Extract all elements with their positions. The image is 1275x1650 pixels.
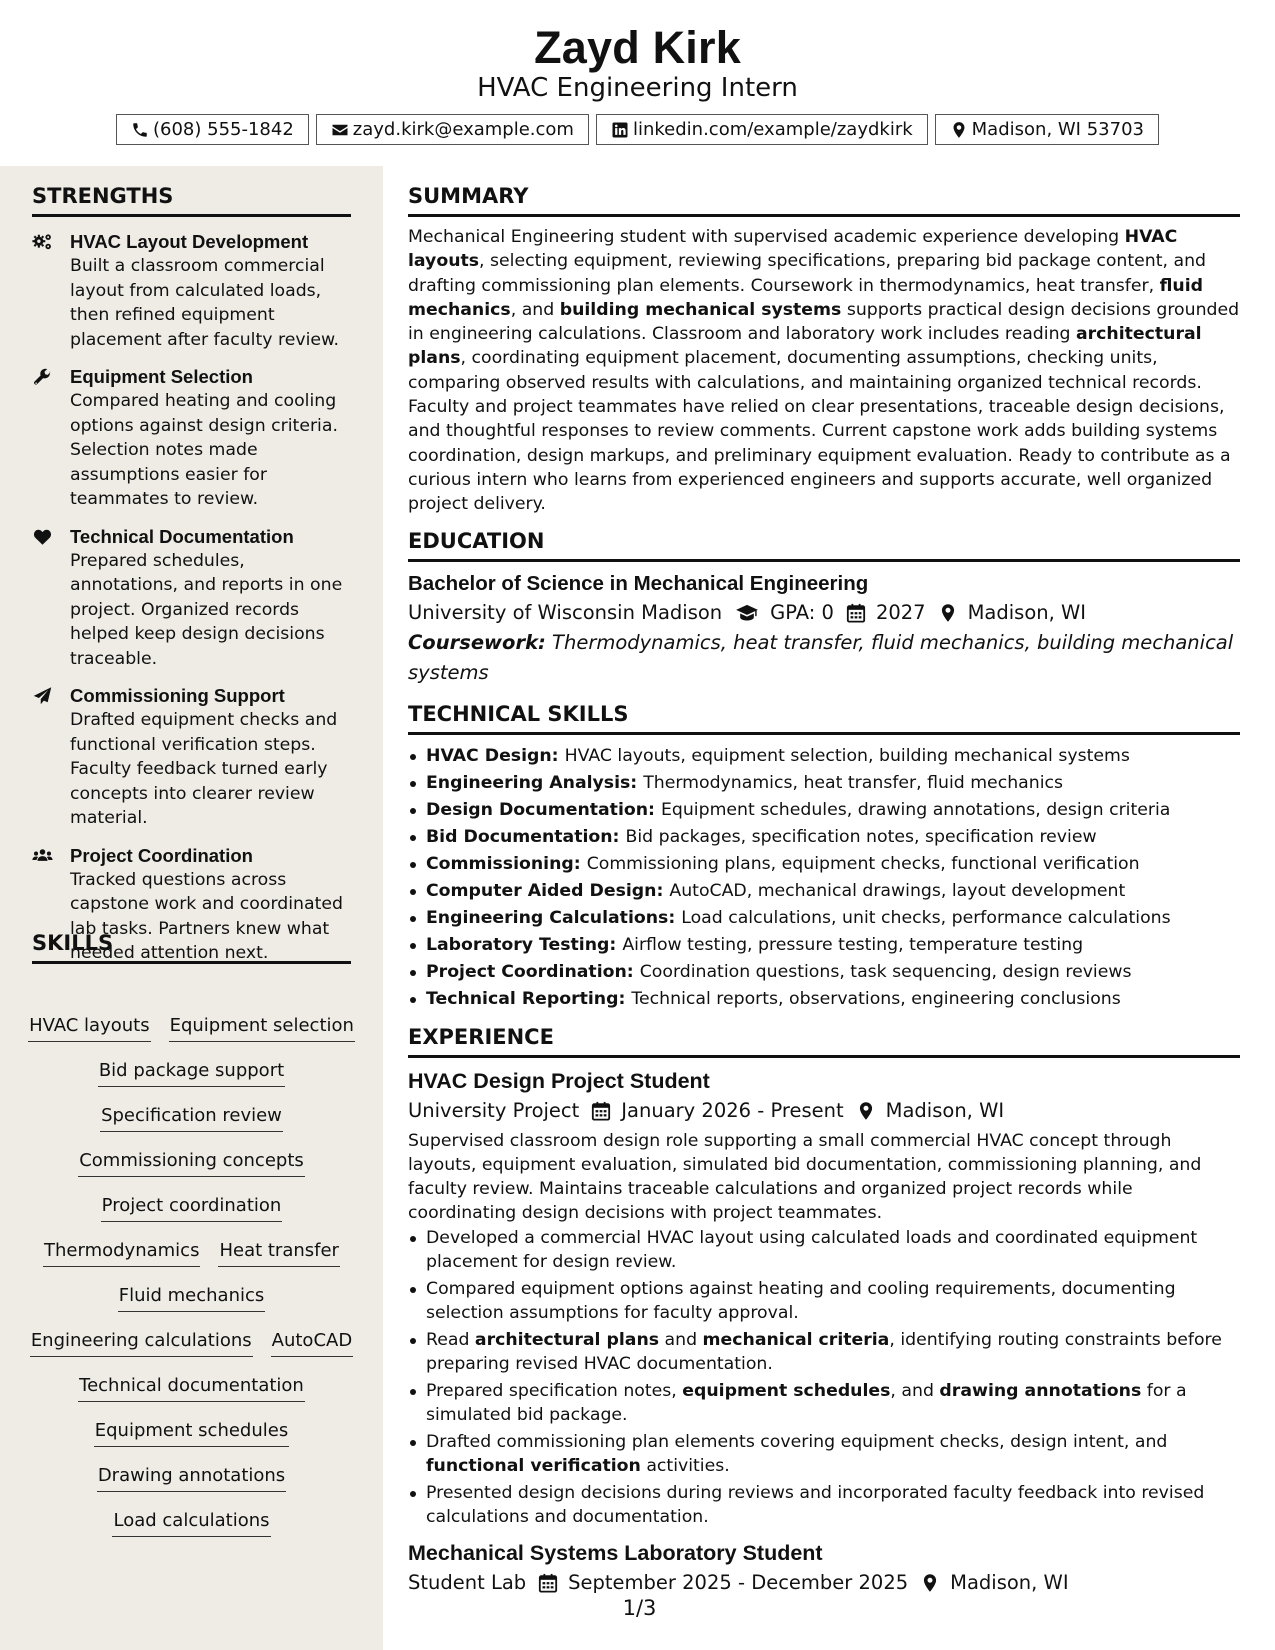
emphasis-text: drawing annotations [939,1380,1142,1401]
contact-email[interactable] [316,114,589,145]
skill-tag: AutoCAD [271,1329,354,1357]
skill-row [32,1194,351,1222]
skill-tag: Commissioning concepts [78,1149,305,1177]
job-bullet [408,1481,1240,1530]
text-segment: supports practical design decisions grounded in engineering calculations. Classroom and laboratory work includes reading [408,299,1240,345]
job-location: Madison, WI [950,1570,1069,1594]
graduation-year: 2027 [875,600,926,624]
technical-skill-label: Project Coordination: [426,961,640,982]
skills-heading: SKILLS [32,931,351,964]
technical-skill-item [408,770,1240,797]
emphasis-text: architectural plans [408,324,1202,369]
contact-phone[interactable] [116,114,309,145]
technical-skill-value: Load calculations, unit checks, performance calculations [681,907,1171,928]
job-entry [408,1066,1240,1530]
candidate-name: Zayd Kirk [534,22,741,73]
calendar-icon [591,1101,611,1121]
emphasis-text: architectural plans [474,1329,660,1350]
strength-title: Technical Documentation [70,525,294,547]
skills-list [29,1014,354,1554]
technical-skills-list [408,743,1240,1013]
page-number: 1/3 [622,1596,657,1620]
job-bullets [408,1226,1240,1530]
experience-heading: EXPERIENCE [408,1025,1240,1058]
contact-email-text: zayd.kirk@example.com [352,119,574,140]
technical-skill-label: Computer Aided Design: [426,880,670,901]
envelope-icon [331,121,349,139]
sidebar [0,166,383,1650]
strengths-list [32,230,354,979]
strength-title: Commissioning Support [70,685,285,706]
job-location: Madison, WI [885,1098,1005,1122]
text-segment: , identifying routing constraints before preparing revised HVAC documentation. [426,1329,1222,1375]
job-summary: Supervised classroom design role supporting a small commercial HVAC concept through layouts, equipment evaluation, simulated bid documentation, commissioning planning, and faculty review. Maintains traceable calculations and organized project records while coordinating design decisions with project teammates. [408,1130,1202,1224]
job-dates: January 2026 - Present [621,1098,844,1122]
emphasis-text: building mechanical systems [559,299,842,320]
technical-skill-label: Engineering Calculations: [426,907,682,928]
education-heading: EDUCATION [408,529,1240,562]
skill-tag: Bid package support [98,1059,285,1087]
strength-item [32,365,354,512]
technical-skill-item [408,905,1240,932]
degree-title: Bachelor of Science in Mechanical Engineering [408,571,869,595]
technical-skill-value: Thermodynamics, heat transfer, fluid mechanics [643,772,1063,793]
contact-bar [0,114,1275,145]
strengths-heading: STRENGTHS [32,184,351,217]
strength-title: Project Coordination [70,844,253,866]
skill-tag: Equipment schedules [94,1419,289,1447]
job-dates: September 2025 - December 2025 [568,1570,909,1594]
skill-tag: Heat transfer [218,1239,340,1267]
job-title: HVAC Design Project Student [408,1068,710,1093]
technical-skill-value: HVAC layouts, equipment selection, building mechanical systems [564,745,1130,766]
map-pin-icon [920,1573,940,1593]
text-segment: , selecting equipment, reviewing specifications, preparing bid package content, and drafting commissioning plan elements. Coursework in thermodynamics, heat transfer, [408,251,1206,296]
job-title: Mechanical Systems Laboratory Student [408,1540,823,1565]
technical-skill-item [408,986,1240,1013]
contact-location-text: Madison, WI 53703 [971,119,1144,140]
skill-row [29,1014,354,1042]
coursework-list: Thermodynamics, heat transfer, fluid mechanics, building mechanical systems [408,630,1234,684]
text-segment: Developed a commercial HVAC layout using calculated loads and coordinated equipment placement for design review. [426,1227,1198,1273]
page-indicator [0,1596,1275,1620]
technical-skill-value: Equipment schedules, drawing annotations, design criteria [660,799,1171,820]
skill-row [32,1104,351,1132]
paper-plane-icon [32,686,53,706]
skill-tag: Fluid mechanics [118,1284,266,1312]
skill-tag: Technical documentation [78,1374,305,1402]
strength-title: HVAC Layout Development [70,231,309,252]
skill-row [32,1239,351,1267]
technical-skill-item [408,959,1240,986]
strength-description: Prepared schedules, annotations, and reports in one project. Organized records helped keep design decisions traceable. [70,550,343,669]
skill-tag: Engineering calculations [30,1329,253,1357]
strength-description: Drafted equipment checks and functional verification steps. Faculty feedback turned early concepts into clearer review material. [70,710,338,828]
technical-skill-value: Airflow testing, pressure testing, temperature testing [622,934,1084,955]
text-segment: and [659,1329,703,1350]
skill-tag: HVAC layouts [28,1014,151,1042]
text-segment: Prepared specification notes, [426,1380,683,1401]
job-bullet [408,1379,1240,1428]
skill-row [32,1284,351,1312]
map-pin-icon [950,121,968,139]
technical-skill-label: HVAC Design: [426,745,565,766]
main-content [408,166,1240,1598]
contact-phone-text: (608) 555-1842 [153,119,294,140]
skill-tag: Thermodynamics [43,1239,200,1267]
text-segment: Read [426,1329,475,1350]
gpa: GPA: 0 [770,600,834,624]
technical-skill-label: Engineering Analysis: [426,772,644,793]
summary-heading: SUMMARY [408,184,1240,217]
calendar-icon [846,603,866,623]
contact-linkedin[interactable] [596,114,928,145]
text-segment: Compared equipment options against heating and cooling requirements, documenting selection assumptions for faculty approval. [426,1278,1176,1324]
graduation-cap-icon [734,603,760,623]
job-bullet [408,1277,1240,1326]
candidate-title: HVAC Engineering Intern [477,73,798,103]
technical-skill-label: Laboratory Testing: [426,934,623,955]
job-entry [408,1538,1240,1598]
coursework-label: Coursework: [408,630,546,654]
technical-skill-label: Bid Documentation: [426,826,626,847]
text-segment: Mechanical Engineering student with supervised academic experience developing [408,227,1125,247]
job-organization: Student Lab [408,1570,527,1594]
job-bullet [408,1328,1240,1377]
technical-skill-value: Coordination questions, task sequencing, design reviews [639,961,1132,982]
technical-skill-value: Bid packages, specification notes, specification review [625,826,1097,847]
strength-description: Compared heating and cooling options against design criteria. Selection notes made assumptions easier for teammates to review. [70,391,338,509]
technical-skill-item [408,743,1240,770]
text-segment: Drafted commissioning plan elements covering equipment checks, design intent, and [426,1431,1168,1452]
text-segment: Presented design decisions during reviews and incorporated faculty feedback into revised calculations and documentation. [426,1482,1205,1528]
technical-skill-value: AutoCAD, mechanical drawings, layout development [669,880,1126,901]
technical-skill-item [408,797,1240,824]
wrench-icon [32,367,53,387]
summary-text [408,225,1240,517]
heart-icon [32,527,53,547]
text-segment: , and [510,299,560,320]
skill-row [32,1374,351,1402]
skill-tag: Equipment selection [169,1014,355,1042]
contact-location[interactable] [935,114,1159,145]
education-location: Madison, WI [967,600,1087,624]
skill-tag: Project coordination [101,1194,283,1222]
emphasis-text: fluid mechanics [408,275,1203,320]
skill-tag: Drawing annotations [97,1464,286,1492]
technical-skill-item [408,932,1240,959]
job-organization: University Project [408,1098,580,1122]
skill-tag: Specification review [100,1104,283,1132]
technical-skill-label: Commissioning: [426,853,587,874]
skill-row [32,1509,351,1537]
strength-item [32,525,354,672]
linkedin-icon [611,121,629,139]
technical-skill-value: Technical reports, observations, engineering conclusions [631,988,1121,1009]
technical-skill-value: Commissioning plans, equipment checks, functional verification [586,853,1140,874]
emphasis-text: equipment schedules [682,1380,891,1401]
job-meta [408,1096,1240,1126]
school-name: University of Wisconsin Madison [408,600,723,624]
map-pin-icon [856,1101,876,1121]
technical-skills-heading: TECHNICAL SKILLS [408,702,1240,735]
skill-row [32,1059,351,1087]
emphasis-text: functional verification [426,1456,641,1477]
text-segment: , and [890,1380,940,1401]
skill-row [32,1329,351,1357]
skill-row [32,1464,351,1492]
strength-item [32,684,354,831]
skill-row [32,1149,351,1177]
job-bullet [408,1226,1240,1275]
emphasis-text: HVAC layouts [408,227,1178,272]
skill-row [32,1419,351,1447]
technical-skill-item [408,824,1240,851]
contact-linkedin-text: linkedin.com/example/zaydkirk [632,119,913,140]
technical-skill-item [408,851,1240,878]
coursework [408,628,1240,688]
strength-item [32,230,354,352]
technical-skill-item [408,878,1240,905]
calendar-icon [538,1573,558,1593]
emphasis-text: mechanical criteria [702,1329,890,1350]
strength-description: Built a classroom commercial layout from calculated loads, then refined equipment placement after faculty review. [70,256,340,350]
technical-skill-label: Technical Reporting: [426,988,632,1009]
job-bullet [408,1430,1240,1479]
map-pin-icon [938,603,958,623]
gears-icon [32,232,53,252]
phone-icon [131,121,149,139]
skill-tag: Load calculations [112,1509,270,1537]
strength-description: Tracked questions across capstone work and coordinated lab tasks. Partners knew what needed attention next. [70,869,343,963]
technical-skill-label: Design Documentation: [426,799,661,820]
users-icon [32,846,53,866]
job-meta [408,1568,1240,1598]
strength-title: Equipment Selection [70,366,253,387]
text-segment: for a simulated bid package. [426,1380,1187,1426]
education-meta [408,598,1240,628]
text-segment: , coordinating equipment placement, documenting assumptions, checking units, comparing observed results with calculations, and maintaining organized technical records. Faculty and project teammates have relied on clear presentations, traceable design decisions, and thoughtful responses to review comments. Current capstone work adds building systems coordination, design markups, and preliminary equipment evaluation. Ready to contribute as a curious intern who learns from experienced engineers and supports accurate, well organized project delivery. [408,348,1231,515]
resume-header [0,0,1275,166]
text-segment: activities. [640,1456,730,1477]
